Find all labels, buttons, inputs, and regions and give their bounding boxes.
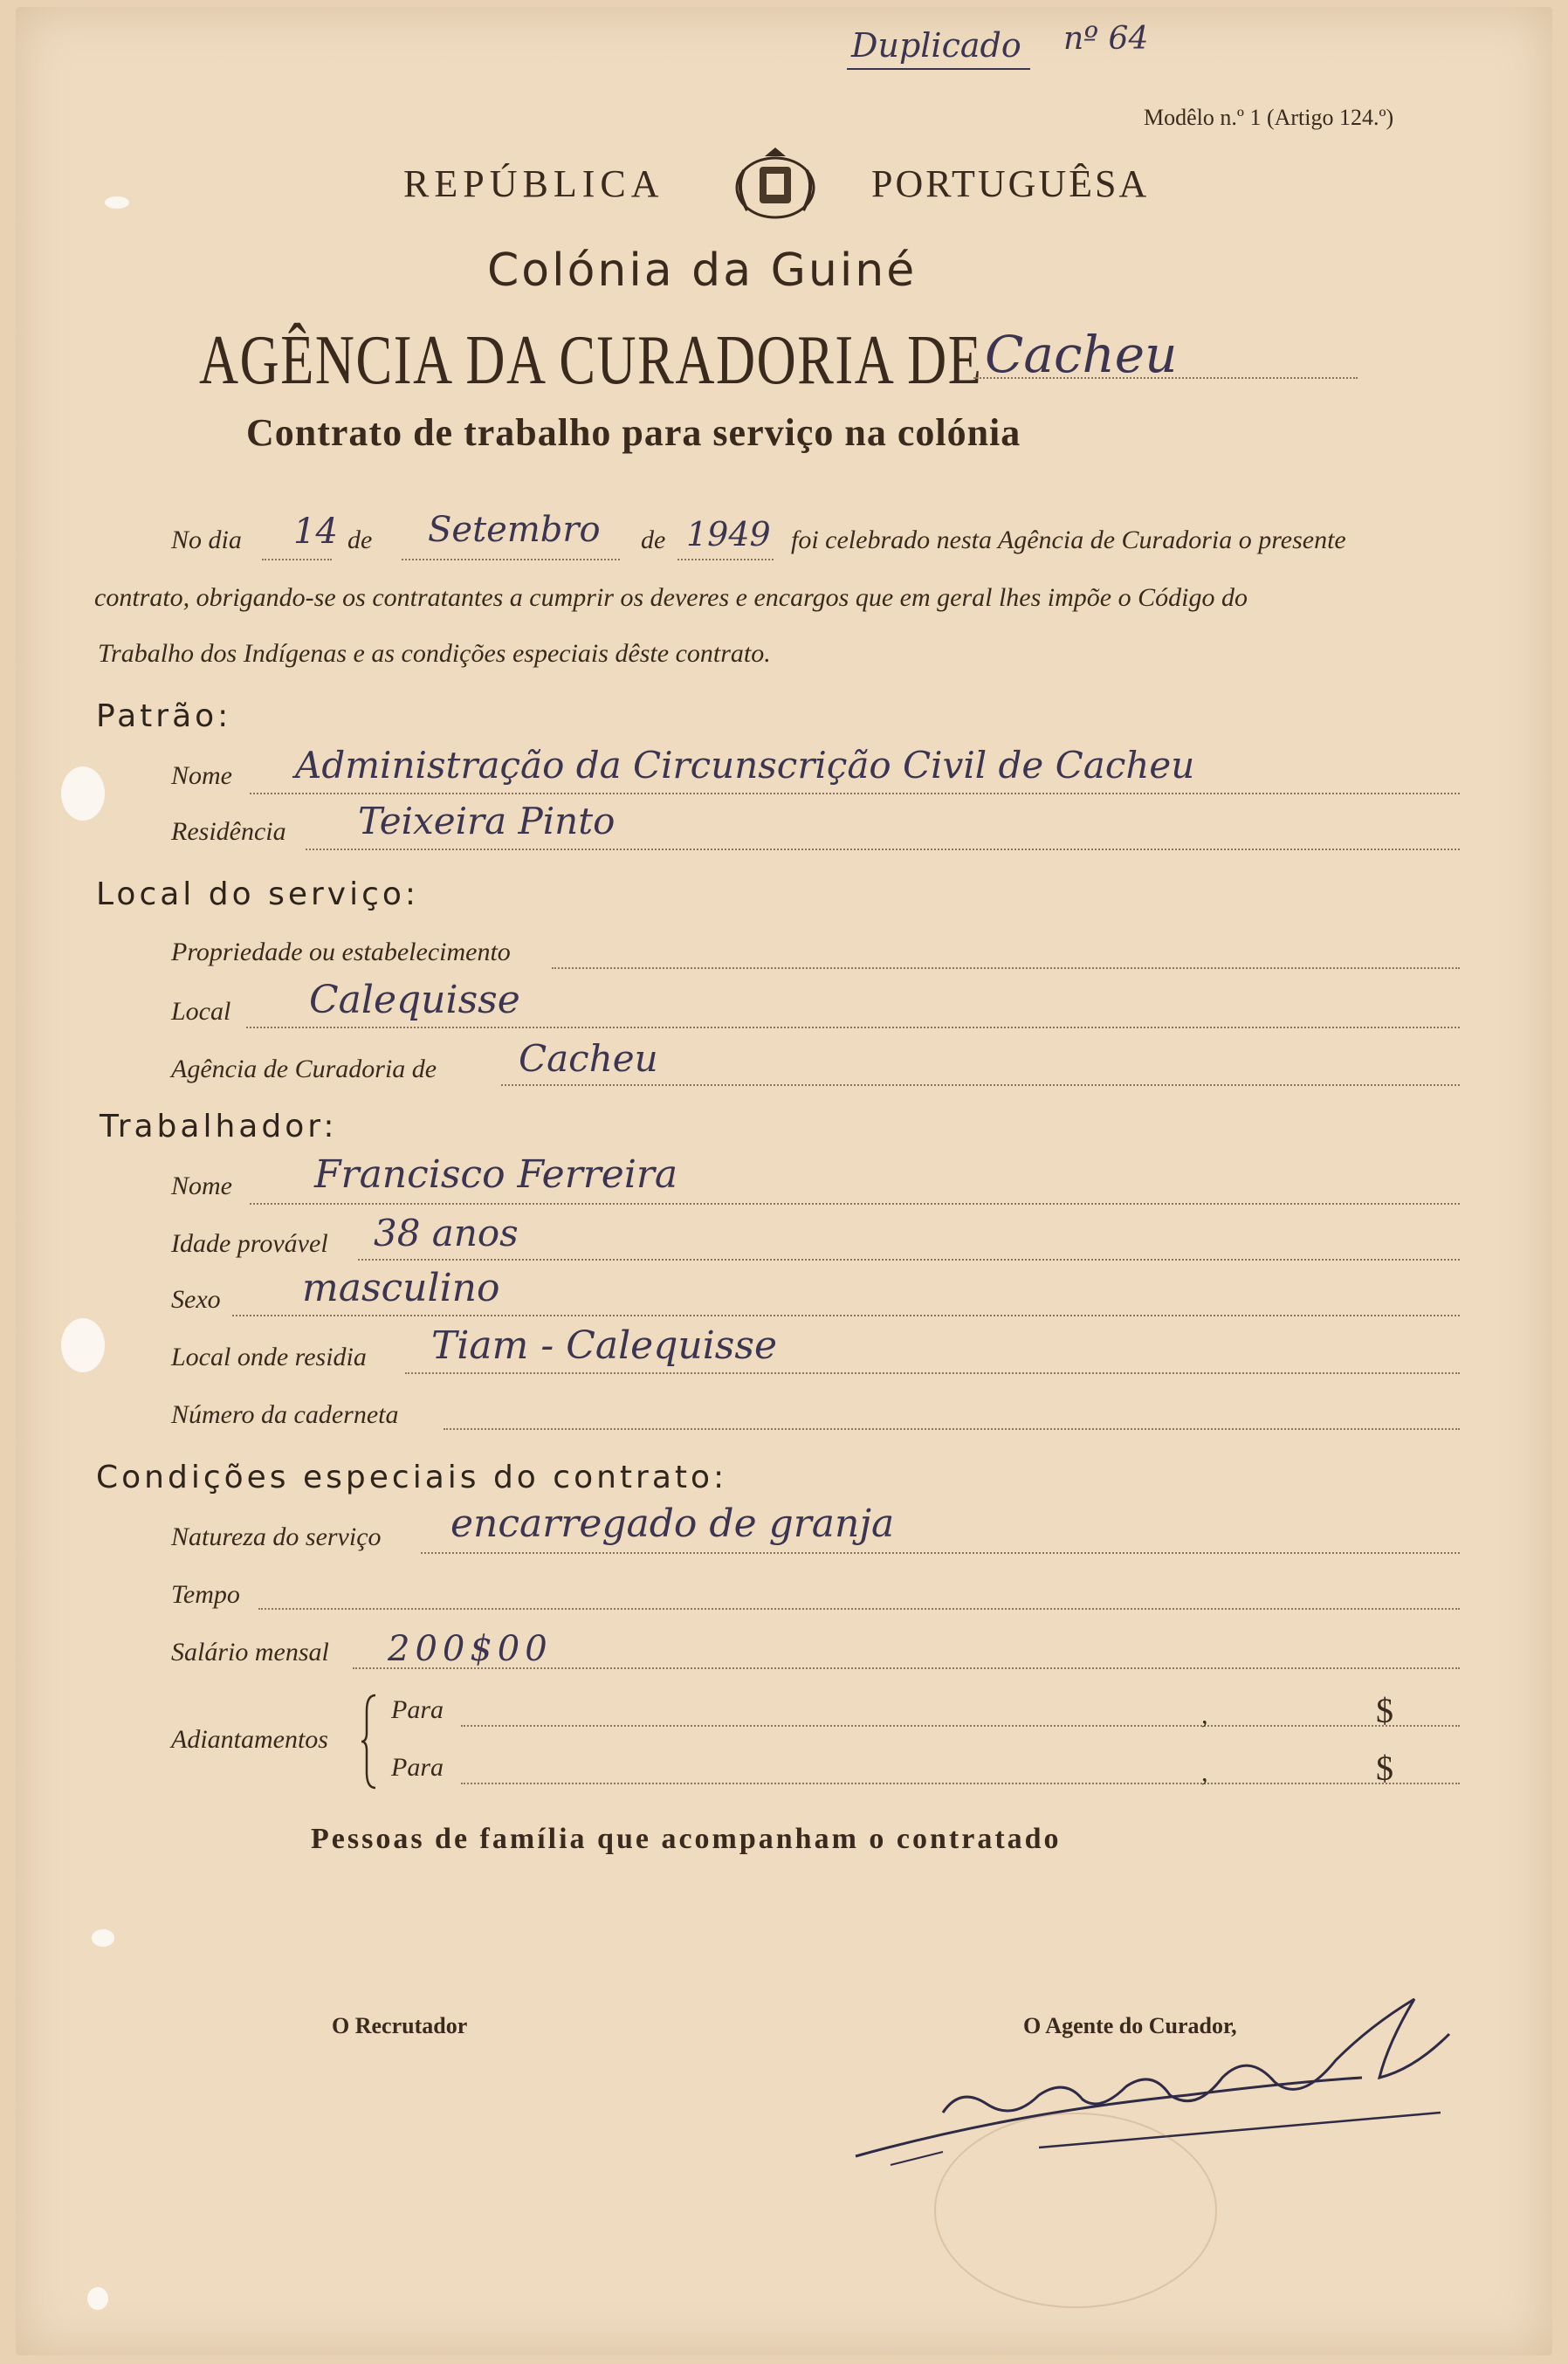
agente-label: O Agente do Curador, xyxy=(1023,2013,1237,2038)
trab-residia-label: Local onde residia xyxy=(171,1343,367,1371)
intro-line3: Trabalho dos Indígenas e as condições especiais dêste contrato. xyxy=(98,639,771,668)
patrao-nome-label: Nome xyxy=(171,761,232,790)
republic-right: PORTUGUÊSA xyxy=(871,162,1150,205)
patrao-nome-value: Administração da Circunscrição Civil de Cacheu xyxy=(295,744,1195,787)
para1-line xyxy=(461,1725,1460,1727)
para1-label: Para xyxy=(391,1695,444,1724)
tempo-line xyxy=(258,1608,1460,1610)
tempo-label: Tempo xyxy=(171,1580,240,1609)
trab-residia-value: Tiam - Calequisse xyxy=(431,1323,777,1368)
punch-hole xyxy=(105,196,129,209)
condicoes-heading: Condições especiais do contrato: xyxy=(96,1460,728,1495)
local-value: Calequisse xyxy=(309,978,520,1022)
year-line xyxy=(677,559,774,560)
adiantamentos-brace xyxy=(361,1694,379,1790)
punch-hole xyxy=(87,2287,108,2310)
duplicate-underline xyxy=(847,68,1030,70)
agency-title: AGÊNCIA DA CURADORIA DE xyxy=(199,322,983,399)
trab-nome-line xyxy=(250,1203,1460,1205)
para2-label: Para xyxy=(391,1753,444,1782)
trab-nome-value: Francisco Ferreira xyxy=(314,1152,678,1197)
punch-hole xyxy=(61,766,105,821)
trab-sexo-value: masculino xyxy=(302,1266,500,1310)
republic-left: REPÚBLICA xyxy=(403,162,664,205)
recrutador-label: O Recrutador xyxy=(332,2013,468,2038)
local-heading: Local do serviço: xyxy=(96,876,420,912)
model-label: Modêlo n.º 1 (Artigo 124.º) xyxy=(1144,105,1394,130)
intro-line1-rest: foi celebrado nesta Agência de Curadoria o presente xyxy=(791,526,1346,554)
month-line xyxy=(402,559,620,560)
patrao-residencia-label: Residência xyxy=(171,817,286,846)
local-label: Local xyxy=(171,997,231,1026)
para1-dollar: $ xyxy=(1376,1691,1393,1730)
natureza-label: Natureza do serviço xyxy=(171,1522,382,1551)
contract-title: Contrato de trabalho para serviço na colónia xyxy=(246,411,1021,454)
patrao-nome-line xyxy=(250,793,1460,794)
intro-month: Setembro xyxy=(428,510,601,550)
intro-line2: contrato, obrigando-se os contratantes a cumprir os deveres e encargos que em geral lhes impõe o Código do xyxy=(94,583,1248,612)
trab-sexo-line xyxy=(232,1315,1460,1316)
salario-line xyxy=(353,1667,1460,1669)
intro-de2: de xyxy=(641,526,666,554)
local-line xyxy=(246,1027,1460,1028)
day-line xyxy=(262,559,332,560)
trab-sexo-label: Sexo xyxy=(171,1285,221,1314)
para1-comma: , xyxy=(1201,1701,1208,1729)
colony-title: Colónia da Guiné xyxy=(487,244,918,297)
patrao-residencia-line xyxy=(306,849,1460,850)
familia-heading: Pessoas de família que acompanham o contratado xyxy=(311,1823,1062,1855)
para2-line xyxy=(461,1783,1460,1784)
agencia-value: Cacheu xyxy=(519,1037,658,1080)
punch-hole xyxy=(92,1929,114,1947)
punch-hole xyxy=(61,1318,105,1372)
patrao-heading: Patrão: xyxy=(96,698,232,734)
propriedade-label: Propriedade ou estabelecimento xyxy=(171,938,511,966)
trab-caderneta-line xyxy=(444,1428,1460,1430)
trab-idade-label: Idade provável xyxy=(171,1229,328,1258)
agencia-line xyxy=(501,1084,1460,1086)
salario-label: Salário mensal xyxy=(171,1638,329,1666)
intro-de1: de xyxy=(347,526,373,554)
trab-idade-value: 38 anos xyxy=(374,1212,519,1254)
natureza-value: encarregado de granja xyxy=(450,1502,895,1546)
intro-year: 1949 xyxy=(686,515,771,553)
agency-place: Cacheu xyxy=(985,325,1178,384)
adiantamentos-label: Adiantamentos xyxy=(171,1725,328,1754)
trab-idade-line xyxy=(358,1259,1460,1261)
agencia-label: Agência de Curadoria de xyxy=(171,1055,437,1083)
number-note: nº 64 xyxy=(1063,21,1149,57)
coat-of-arms-icon xyxy=(726,144,824,224)
trab-nome-label: Nome xyxy=(171,1172,232,1200)
para2-comma: , xyxy=(1201,1758,1208,1787)
duplicate-note: Duplicado xyxy=(851,26,1021,65)
trab-residia-line xyxy=(405,1372,1460,1374)
propriedade-line xyxy=(552,967,1460,969)
natureza-line xyxy=(421,1552,1460,1554)
para2-dollar: $ xyxy=(1376,1749,1393,1788)
trabalhador-heading: Trabalhador: xyxy=(100,1109,338,1144)
seal-stamp xyxy=(934,2113,1217,2308)
intro-day: 14 xyxy=(293,512,338,552)
intro-no-dia: No dia xyxy=(171,526,242,554)
trab-caderneta-label: Número da caderneta xyxy=(171,1400,399,1429)
agency-place-line xyxy=(973,377,1358,379)
patrao-residencia-value: Teixeira Pinto xyxy=(358,800,616,842)
salario-value: 200$00 xyxy=(388,1629,553,1669)
